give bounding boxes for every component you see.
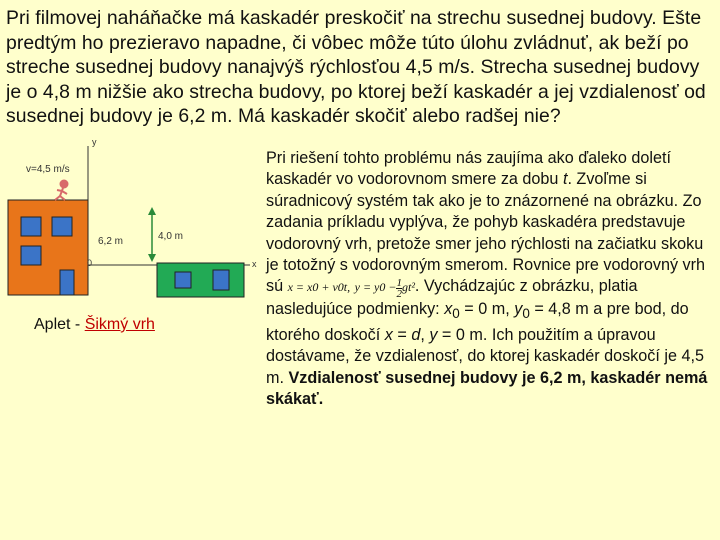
conclusion: Vzdialenosť	[288, 368, 381, 387]
solution-part: =	[392, 325, 412, 344]
fraction-denominator: 2	[396, 288, 402, 301]
y-axis-label: y	[92, 140, 97, 147]
stuntman-icon	[55, 181, 68, 201]
variable-t: t	[562, 170, 568, 189]
solution-part: Pri riešení tohto problému nás zaujíma ako ďaleko doletí kaskadér vo vodorovnom smere za dobu	[266, 149, 671, 189]
height-arrow-head-bottom	[148, 254, 156, 262]
solution-part: . Vychádzajúc z obrázku, platia nasledujúce podmienky:	[266, 277, 638, 319]
problem-statement: Pri filmovej naháňačke má kaskadér preskočiť na strechu susednej budovy. Ešte predtým ho prezieravo napadne, či vôbec môže túto úlohu zvládnuť, ak beží po streche susednej budovy nanajvýš rýchlosťou 4,5 m/s. Strecha susednej budovy je o 4,8 m nižšie ako strecha budovy, po ktorej beží kaskadér a jej vzdialenosť od susednej budovy je 6,2 m. Má kaskadér skočiť alebo radšej nie?	[6, 7, 706, 128]
solution-text	[266, 148, 714, 410]
equation-x: x = x0 + v0t,	[287, 280, 351, 295]
building-jump-diagram	[0, 140, 262, 312]
variable-d: d	[411, 325, 421, 344]
left-building-window	[21, 246, 41, 265]
right-building	[157, 263, 244, 297]
solution-part: = 0 m. Ich použitím a úpravou dostávame, že vzdialenosť, do ktorej kaskadér doskočí je 4,5 m.	[266, 325, 704, 387]
variable-x: x	[384, 325, 393, 344]
solution-part: ,	[420, 325, 430, 344]
right-building-window	[175, 272, 191, 288]
left-building-window	[52, 217, 72, 236]
solution-part: = 4,8 m a pre bod, do ktorého doskočí	[266, 300, 689, 344]
velocity-label: v=4,5 m/s	[26, 164, 70, 175]
left-building	[8, 200, 88, 295]
equation-y-right: gt²	[401, 280, 415, 295]
height-label: 4,0 m	[158, 231, 184, 242]
fraction-numerator: 1	[396, 277, 402, 290]
solution-part: . Zvoľme si súradnicový systém tak ako je to znázornené na obrázku. Zo zadania príkladu vyplýva, že pohyb kaskadéra predstavuje vodorovný vrh, pretože smer jeho rýchlosti na začiatku skoku je totožný s vodorovným smerom. Rovnice pre vodorovný vrh sú	[266, 170, 706, 296]
variable-x: x	[444, 300, 453, 319]
equation-y-left: y = y0 −	[354, 280, 397, 295]
variable-y: y	[429, 325, 438, 344]
applet-prefix: Aplet -	[34, 316, 85, 333]
applet-link[interactable]: Šikmý vrh	[84, 316, 155, 333]
applet-line	[34, 316, 155, 334]
solution-part: = 0 m,	[459, 300, 515, 319]
origin-label: 0	[87, 258, 93, 268]
conclusion: susednej budovy je 6,2 m, kaskadér nemá skákať.	[266, 368, 708, 409]
subscript: 0	[522, 306, 530, 322]
right-building-window	[213, 270, 229, 290]
distance-label: 6,2 m	[98, 236, 124, 247]
equation-y	[354, 277, 415, 301]
variable-y: y	[514, 300, 523, 319]
left-building-window	[21, 217, 41, 236]
left-building-door	[60, 270, 74, 295]
subscript: 0	[452, 306, 460, 322]
height-arrow-head-top	[148, 207, 156, 215]
x-axis-label: x	[252, 259, 257, 269]
